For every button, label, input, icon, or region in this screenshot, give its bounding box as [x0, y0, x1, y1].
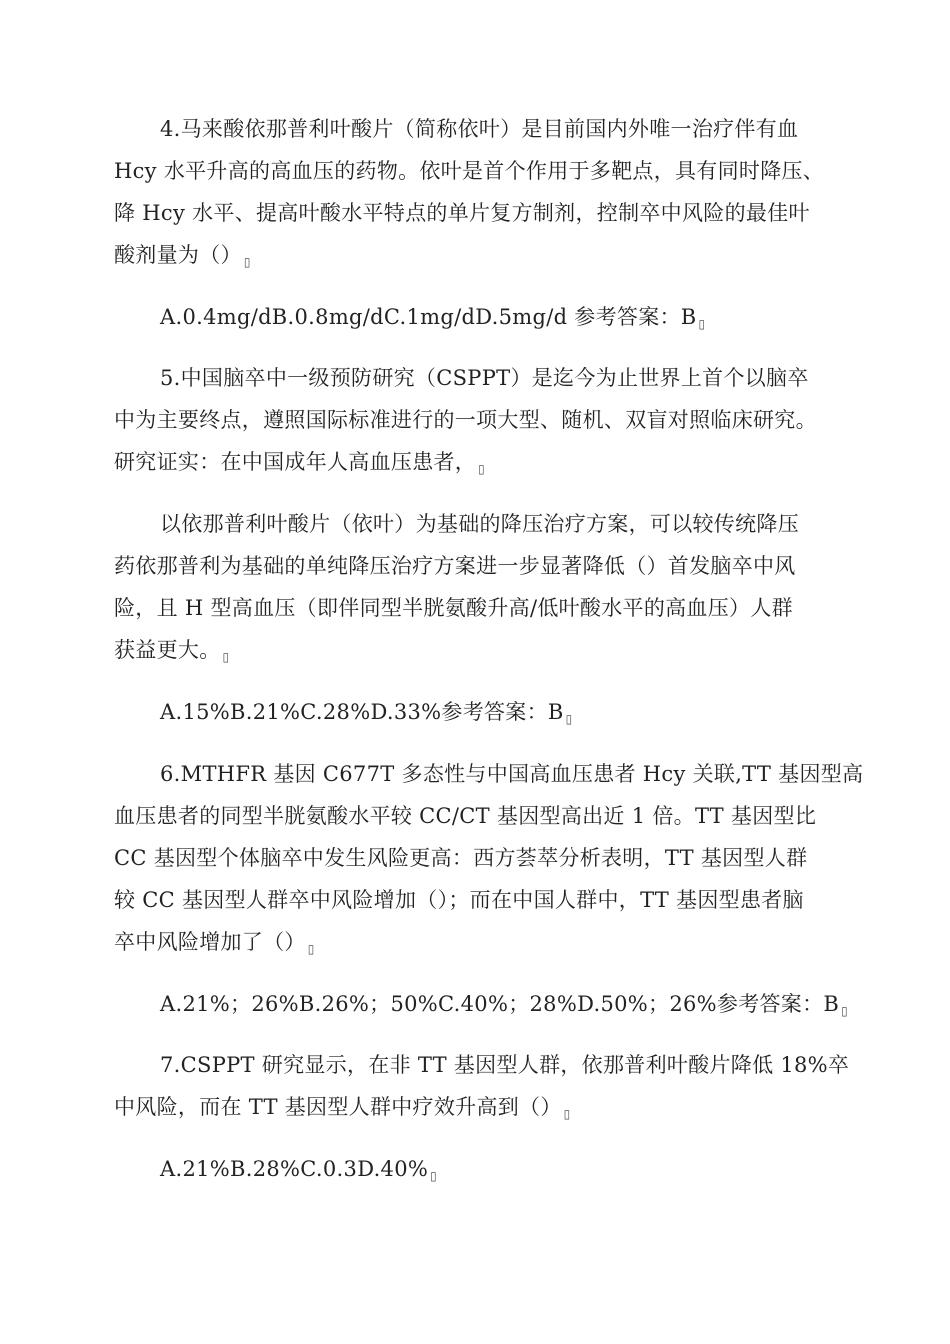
paragraph-mark: ▯	[307, 942, 315, 956]
q5-line-5: 药依那普利为基础的单纯降压治疗方案进一步显著降低（）首发脑卒中风	[114, 554, 796, 578]
q6-line-4: 较 CC 基因型人群卒中风险增加（）；而在中国人群中，TT 基因型患者脑	[114, 888, 804, 912]
paragraph-mark: ▯	[243, 255, 251, 269]
q7-answer	[160, 1154, 437, 1191]
q4-line-4	[114, 240, 251, 277]
q5-line-6: 险，且 H 型高血压（即伴同型半胱氨酸升高/低叶酸水平的高血压）人群	[114, 596, 793, 620]
q5-answer	[160, 697, 573, 734]
paragraph-mark: ▯	[841, 1004, 849, 1018]
q7-line-2	[114, 1092, 571, 1129]
q4-line-1: 4.马来酸依那普利叶酸片（简称依叶）是目前国内外唯一治疗伴有血	[160, 117, 799, 141]
paragraph-mark: ▯	[430, 1169, 438, 1183]
q5-line-7	[114, 635, 229, 672]
q5-answer-text: A.15%B.21%C.28%D.33%参考答案：B	[160, 700, 564, 724]
q7-answer-text: A.21%B.28%C.0.3D.40%	[160, 1157, 429, 1181]
q4-line-4-text: 酸剂量为（）	[114, 243, 242, 267]
q7-line-2-text: 中风险，而在 TT 基因型人群中疗效升高到（）	[114, 1095, 562, 1119]
q5-line-1: 5.中国脑卒中一级预防研究（CSPPT）是迄今为止世界上首个以脑卒	[160, 366, 809, 390]
paragraph-mark: ▯	[222, 650, 230, 664]
q6-line-5-text: 卒中风险增加了（）	[114, 930, 306, 954]
q6-line-2: 血压患者的同型半胱氨酸水平较 CC/CT 基因型高出近 1 倍。TT 基因型比	[114, 804, 817, 828]
q7-line-1: 7.CSPPT 研究显示，在非 TT 基因型人群，依那普利叶酸片降低 18%卒	[160, 1053, 850, 1077]
q6-line-5	[114, 927, 315, 964]
paragraph-mark: ▯	[565, 712, 573, 726]
q4-line-3: 降 Hcy 水平、提高叶酸水平特点的单片复方制剂，控制卒中风险的最佳叶	[114, 201, 810, 225]
q4-line-2: Hcy 水平升高的高血压的药物。依叶是首个作用于多靶点，具有同时降压、	[114, 159, 825, 183]
q5-line-2: 中为主要终点，遵照国际标准进行的一项大型、随机、双盲对照临床研究。	[114, 408, 817, 432]
q5-line-4: 以依那普利叶酸片（依叶）为基础的降压治疗方案，可以较传统降压	[160, 512, 799, 536]
q4-answer-text: A.0.4mg/dB.0.8mg/dC.1mg/dD.5mg/d 参考答案：B	[160, 305, 697, 329]
paragraph-mark: ▯	[698, 317, 706, 331]
q6-line-1: 6.MTHFR 基因 C677T 多态性与中国高血压患者 Hcy 关联,TT 基因型高	[160, 762, 864, 786]
q6-answer	[160, 989, 848, 1026]
paragraph-mark: ▯	[478, 462, 486, 476]
q6-answer-text: A.21%；26%B.26%；50%C.40%；28%D.50%；26%参考答案：B	[160, 992, 840, 1016]
q5-line-7-text: 获益更大。	[114, 638, 221, 662]
q4-answer	[160, 302, 705, 339]
q6-line-3: CC 基因型个体脑卒中发生风险更高：西方荟萃分析表明，TT 基因型人群	[114, 846, 808, 870]
paragraph-mark: ▯	[563, 1107, 571, 1121]
q5-line-3	[114, 447, 485, 484]
q5-line-3-text: 研究证实：在中国成年人高血压患者，	[114, 450, 477, 474]
